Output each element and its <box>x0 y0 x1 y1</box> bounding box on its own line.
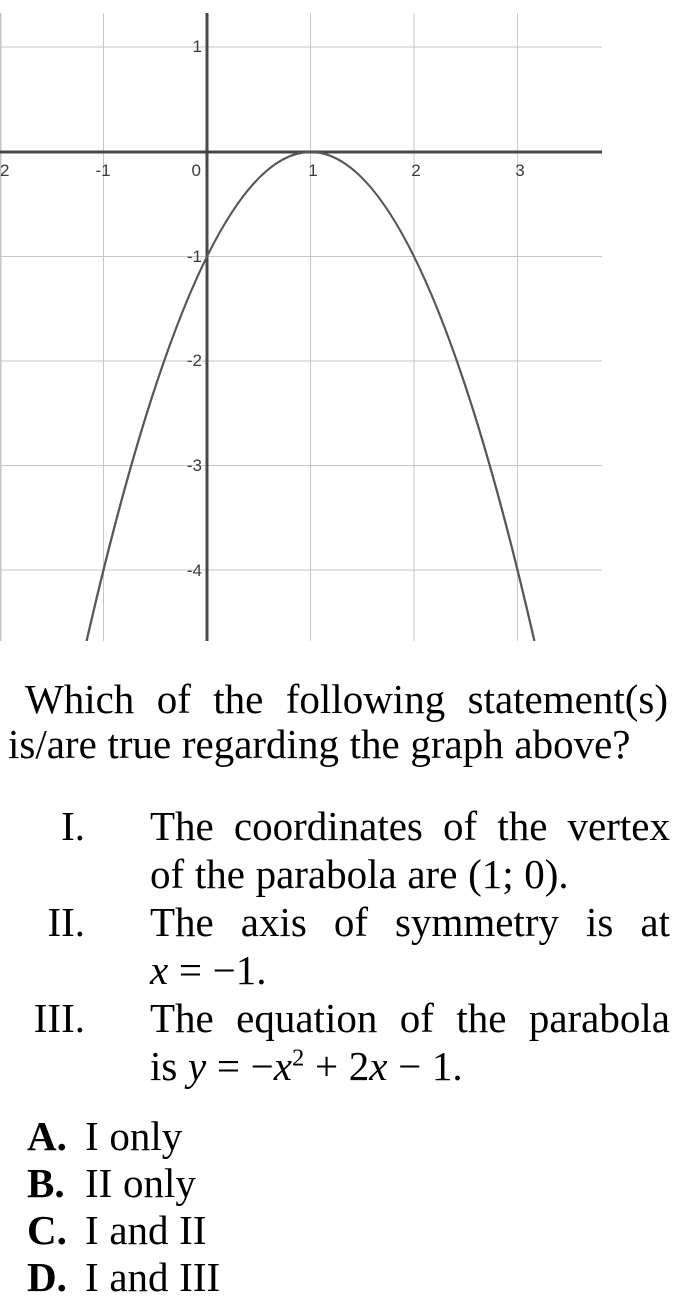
text-line: I and II <box>85 1207 207 1253</box>
text-line: x = −1. <box>150 947 267 993</box>
x-axis-tick-labels <box>0 161 525 180</box>
statement-numeral: III. <box>33 995 85 1041</box>
statement-numeral: I. <box>61 803 85 849</box>
text-line: The equation of the parabola <box>150 995 670 1041</box>
text-line: II only <box>85 1160 196 1206</box>
text-line: I only <box>85 1113 183 1159</box>
statement-III <box>0 994 672 1090</box>
y-axis-tick-labels <box>187 37 202 580</box>
option-text <box>85 1160 196 1207</box>
x-tick-label: 0 <box>191 161 201 180</box>
y-tick-label: -1 <box>186 247 202 266</box>
y-tick-label: -2 <box>186 351 202 370</box>
x-tick-label: 3 <box>515 161 525 180</box>
option-letter: D. <box>27 1254 67 1300</box>
y-tick-label: -3 <box>186 456 202 475</box>
answer-options <box>27 1113 667 1301</box>
x-tick-label: 2 <box>0 161 10 180</box>
statement-body <box>150 994 670 1090</box>
x-tick-label: 2 <box>411 161 421 180</box>
question-text <box>8 677 668 767</box>
statement-I <box>0 802 672 898</box>
text-line: I and III <box>85 1254 221 1300</box>
option-B <box>27 1160 667 1207</box>
x-tick-label: -1 <box>95 161 111 180</box>
option-text <box>85 1207 206 1254</box>
option-text <box>85 1113 182 1160</box>
option-D <box>27 1254 667 1301</box>
text-line: Which of the following statement(s) <box>25 676 668 722</box>
option-letter: B. <box>27 1160 65 1206</box>
option-A <box>27 1113 667 1160</box>
option-text <box>85 1254 220 1301</box>
statement-numeral: II. <box>47 899 85 945</box>
y-tick-label: -4 <box>186 561 202 580</box>
text-line: of the parabola are (1; 0). <box>150 851 569 897</box>
option-letter: A. <box>27 1113 67 1159</box>
x-tick-label: 1 <box>308 161 318 180</box>
statement-list <box>0 802 672 1090</box>
y-tick-label: 1 <box>192 37 202 56</box>
text-line: The coordinates of the vertex <box>150 803 670 849</box>
parabola-graph <box>0 0 602 641</box>
option-letter: C. <box>27 1207 67 1253</box>
text-line: The axis of symmetry is at <box>150 899 670 945</box>
text-line: is/are true regarding the graph above? <box>8 721 631 767</box>
text-line: is y = $-x^2$ + 2x − 1. <box>150 1043 463 1089</box>
statement-body <box>150 802 670 898</box>
statement-body <box>150 898 670 994</box>
option-C <box>27 1207 667 1254</box>
statement-II <box>0 898 672 994</box>
